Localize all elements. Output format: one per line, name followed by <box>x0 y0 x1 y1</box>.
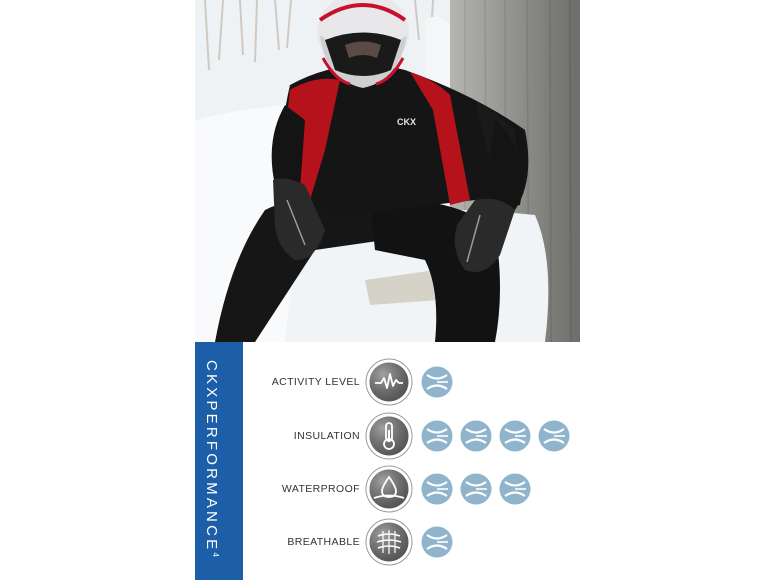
rating-list <box>243 342 580 580</box>
rating-mark-icon <box>421 473 453 505</box>
water-drop-icon <box>365 465 413 513</box>
rider-in-snowsuit-photo <box>195 0 580 342</box>
rating-marks <box>421 366 453 398</box>
brand-superscript: 4 <box>211 552 220 557</box>
rating-label: WATERPROOF <box>281 483 360 495</box>
rating-label: BREATHABLE <box>287 536 360 548</box>
airflow-icon <box>365 518 413 566</box>
rating-mark-icon <box>421 526 453 558</box>
rating-marks <box>421 526 453 558</box>
rating-row <box>243 410 580 462</box>
jacket-logo: CKX <box>397 117 417 127</box>
thermometer-icon <box>365 412 413 460</box>
brand-name: CKXPERFORMANCE <box>203 360 220 553</box>
heartbeat-icon <box>365 358 413 406</box>
product-photo <box>195 0 580 342</box>
rating-mark-icon <box>421 366 453 398</box>
rating-mark-icon <box>421 420 453 452</box>
rating-mark-icon <box>499 473 531 505</box>
rating-marks <box>421 473 531 505</box>
rating-marks <box>421 420 570 452</box>
rating-label: INSULATION <box>293 430 360 442</box>
rating-row <box>243 463 580 515</box>
rating-mark-icon <box>460 473 492 505</box>
brand-title <box>204 360 219 557</box>
rating-row <box>243 516 580 568</box>
rating-mark-icon <box>460 420 492 452</box>
rating-mark-icon <box>538 420 570 452</box>
rating-mark-icon <box>499 420 531 452</box>
performance-panel <box>195 342 580 580</box>
rating-label: ACTIVITY LEVEL <box>271 376 360 388</box>
rating-row <box>243 356 580 408</box>
brand-bar <box>195 342 243 580</box>
